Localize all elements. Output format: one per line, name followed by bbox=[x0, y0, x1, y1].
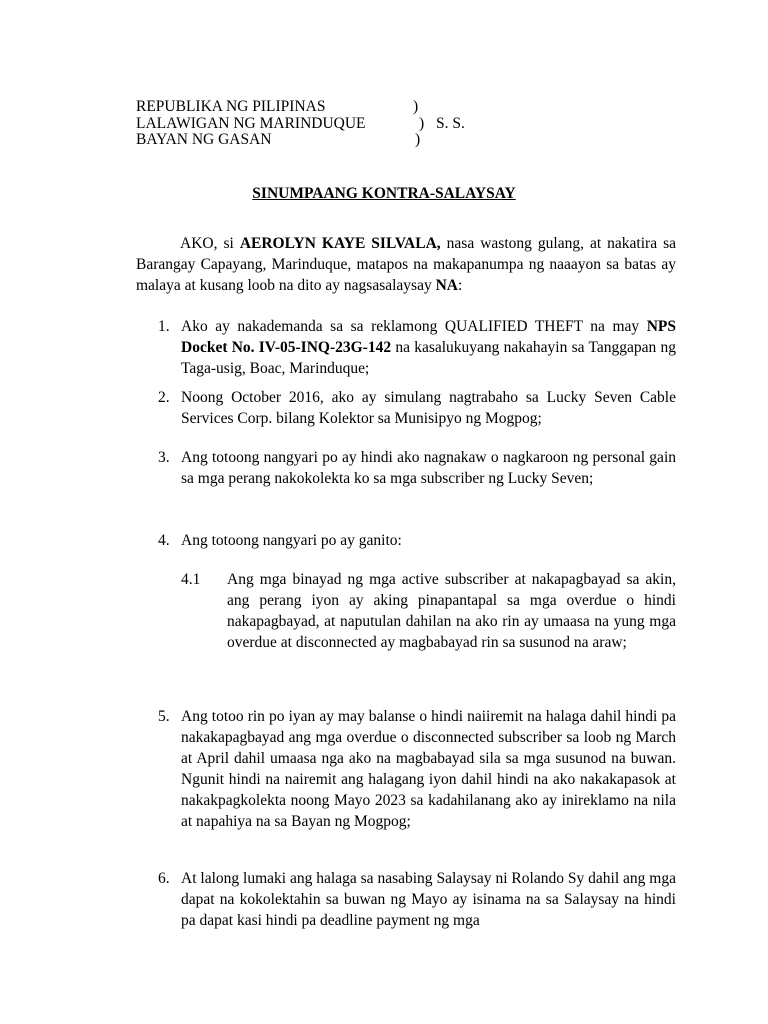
item-4-paragraph: Ang totoong nangyari po ay ganito: bbox=[181, 532, 402, 549]
item-number: 1. bbox=[158, 318, 170, 335]
intro-text-a: AKO, si bbox=[180, 235, 240, 252]
item-number: 2. bbox=[158, 389, 170, 406]
caption-bayan: BAYAN NG GASAN bbox=[136, 131, 272, 148]
caption-paren: ) bbox=[419, 115, 425, 132]
nps-docket: NPS Docket No. IV-05-INQ-23G-142 bbox=[181, 318, 676, 356]
caption-paren: ) bbox=[413, 98, 419, 115]
intro-paragraph bbox=[136, 233, 676, 296]
intro-na: NA bbox=[435, 277, 458, 294]
caption-ss: S. S. bbox=[436, 115, 465, 132]
item-6-paragraph: At lalong lumaki ang halaga sa nasabing Salaysay ni Rolando Sy dahil ang mga dapat na kokolektahin sa buwan ng Mayo ay isinama na sa Salaysay na hindi pa dapat kasi hindi pa deadline payment ng mga bbox=[181, 870, 676, 929]
item-1-paragraph bbox=[181, 316, 676, 379]
caption-republika: REPUBLIKA NG PILIPINAS bbox=[136, 98, 326, 115]
intro-text-c: : bbox=[457, 277, 463, 294]
document-title: SINUMPAANG KONTRA-SALAYSAY bbox=[252, 185, 516, 202]
item-1-text-b: na kasalukuyang nakahayin sa Tanggapan ng Taga-usig, Boac, Marinduque; bbox=[181, 339, 676, 377]
caption-lalawigan: LALAWIGAN NG MARINDUQUE bbox=[136, 115, 366, 132]
item-2-paragraph: Noong October 2016, ako ay simulang nagtrabaho sa Lucky Seven Cable Services Corp. bilang Kolektor sa Munisipyo ng Mogpog; bbox=[181, 389, 676, 427]
affiant-name: AEROLYN KAYE SILVALA, bbox=[239, 235, 441, 252]
item-5-paragraph: Ang totoo rin po iyan ay may balanse o hindi naiiremit na halaga dahil hindi pa nakakapagbayad ang mga overdue o disconnected subscriber sa loob ng March at April dahil umaasa nga ako na magbabayad sila sa mga susunod na buwan. Ngunit hindi na nairemit ang halagang iyon dahil hindi na ako nakakapasok at nakakpagkolekta noong Mayo 2023 sa kadahilanang ako ay inireklamo na nila at napahiya na sa Bayan ng Mogpog; bbox=[181, 708, 676, 830]
item-number: 4. bbox=[158, 532, 170, 549]
intro-text-b: nasa wastong gulang, at nakatira sa Barangay Capayang, Marinduque, matapos na makapanumpa ng naaayon sa batas ay malaya at kusang loob na dito ay nagsasalaysay bbox=[136, 235, 677, 294]
subitem-number: 4.1 bbox=[181, 571, 201, 588]
item-4-1-paragraph: Ang mga binayad ng mga active subscriber at nakapagbayad sa akin, ang perang iyon ay aking pinapantapal sa mga overdue o hindi nakapagbayad, at naputulan dahilan na ako rin ay umaasa na yung mga overdue at disconnected ay magbabayad rin sa susunod na araw; bbox=[227, 571, 676, 651]
item-number: 3. bbox=[158, 449, 170, 466]
item-number: 5. bbox=[158, 708, 170, 725]
item-number: 6. bbox=[158, 870, 170, 887]
item-1-text-a: Ako ay nakademanda sa sa reklamong QUALIFIED THEFT na may bbox=[181, 318, 647, 335]
item-3-paragraph: Ang totoong nangyari po ay hindi ako nagnakaw o nagkaroon ng personal gain sa mga perang nakokolekta ko sa mga subscriber ng Lucky Seven; bbox=[181, 449, 676, 487]
caption-paren: ) bbox=[415, 131, 421, 148]
